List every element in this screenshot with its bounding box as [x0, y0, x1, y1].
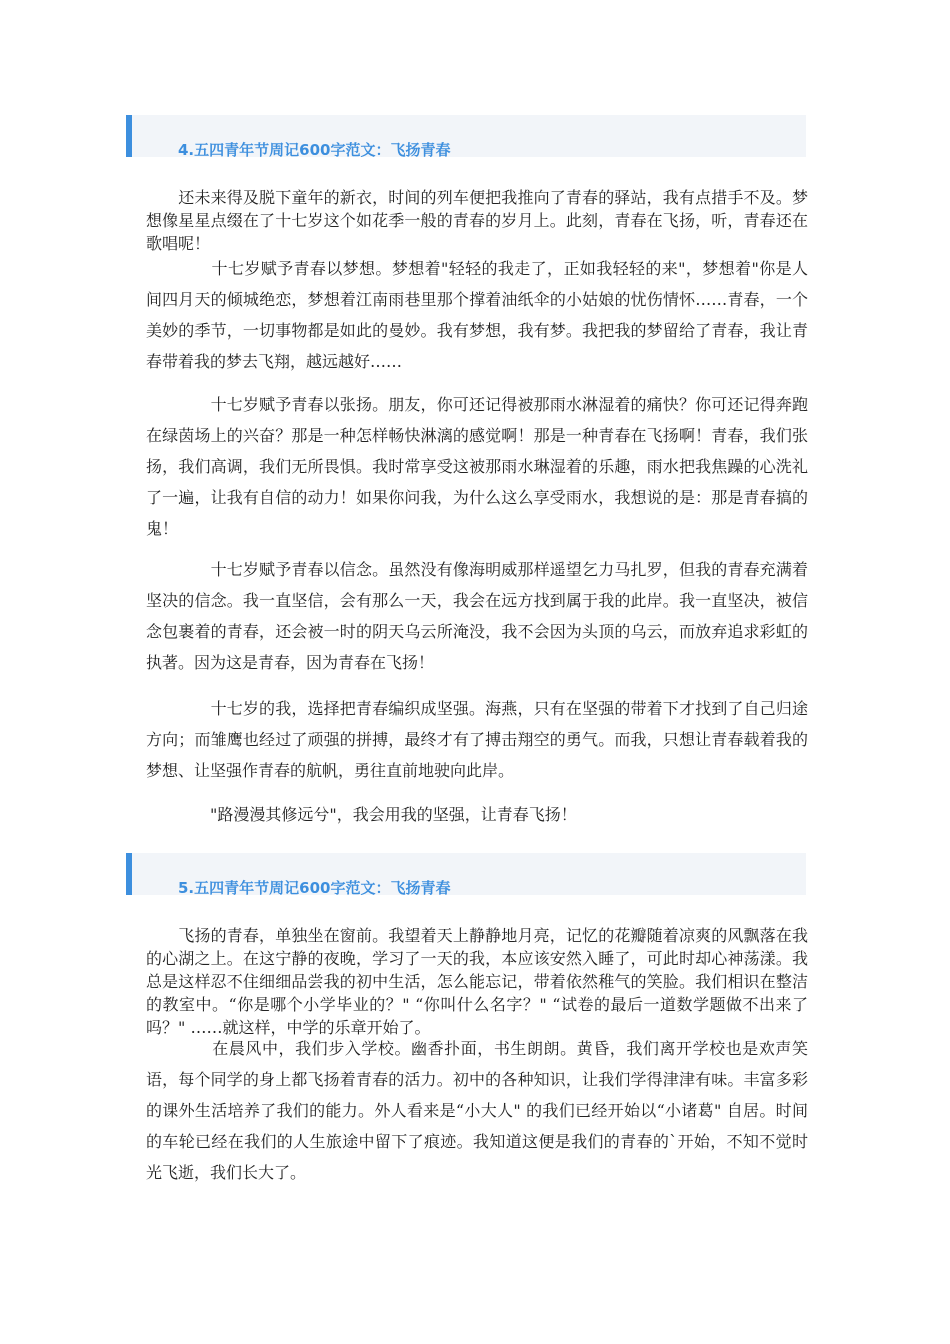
section-4-paragraph-5: 十七岁的我，选择把青春编织成坚强。海燕，只有在坚强的带着下才找到了自己归途方向；而雏鹰也经过了顽强的拼搏，最终才有了搏击翔空的勇气。而我，只想让青春载着我的梦想、让坚强作青春的航帆，勇往直前地驶向此岸。 — [146, 699, 808, 780]
section-4-title: 4.五四青年节周记600字范文：飞扬青春 — [178, 141, 451, 159]
section-5-title: 5.五四青年节周记600字范文：飞扬青春 — [178, 879, 451, 897]
section-5-paragraph-2: 在晨风中，我们步入学校。幽香扑面，书生朗朗。黄昏，我们离开学校也是欢声笑语，每个同学的身上都飞扬着青春的活力。初中的各种知识，让我们学得津津有味。丰富多彩的课外生活培养了我们的能力。外人看来是“小大人" 的我们已经开始以“小诸葛" 自居。时间的车轮已经在我们的人生旅途中留下了痕迹。我知道这便是我们的青春的`开始，不知不觉时光飞逝，我们长大了。 — [146, 1039, 808, 1182]
section-5-paragraph-1: 飞扬的青春，单独坐在窗前。我望着天上静静地月亮，记忆的花瓣随着凉爽的风飘落在我的心湖之上。在这宁静的夜晚，学习了一天的我，本应该安然入睡了，可此时却心神荡漾。我总是这样忍不住细细品尝我的初中生活，怎么能忘记，带着依然稚气的笑脸。我们相识在整洁的教室中。“你是哪个小学毕业的？" “你叫什么名字？" “试卷的最后一道数学题做不出来了吗？" ……就这样，中学的乐章开始了。 — [146, 926, 808, 1037]
section-4-paragraph-4: 十七岁赋予青春以信念。虽然没有像海明威那样遥望乞力马扎罗，但我的青春充满着坚决的信念。我一直坚信，会有那么一天，我会在远方找到属于我的此岸。我一直坚决，被信念包裹着的青春，还会被一时的阴天乌云所淹没，我不会因为头顶的乌云，而放弃追求彩虹的执著。因为这是青春，因为青春在飞扬！ — [146, 560, 808, 672]
section-4-paragraph-2: 十七岁赋予青春以梦想。梦想着"轻轻的我走了，正如我轻轻的来"，梦想着"你是人间四月天的倾城绝恋，梦想着江南雨巷里那个撑着油纸伞的小姑娘的忧伤情怀……青春，一个美妙的季节，一切事物都是如此的曼妙。我有梦想，我有梦。我把我的梦留给了青春，我让青春带着我的梦去飞翔，越远越好…… — [146, 259, 808, 371]
section-4-paragraph-1: 还未来得及脱下童年的新衣，时间的列车便把我推向了青春的驿站，我有点措手不及。梦想像星星点缀在了十七岁这个如花季一般的青春的岁月上。此刻，青春在飞扬，听，青春还在歌唱呢！ — [146, 188, 808, 253]
section-accent-bar — [126, 115, 132, 157]
section-accent-bar — [126, 853, 132, 895]
section-5-header — [126, 853, 806, 895]
section-4-paragraph-3: 十七岁赋予青春以张扬。朋友，你可还记得被那雨水淋湿着的痛快？你可还记得奔跑在绿茵场上的兴奋？那是一种怎样畅快淋漓的感觉啊！那是一种青春在飞扬啊！青春，我们张扬，我们高调，我们无所畏惧。我时常享受这被那雨水琳湿着的乐趣，雨水把我焦躁的心洗礼了一遍，让我有自信的动力！如果你问我，为什么这么享受雨水，我想说的是：那是青春搞的鬼！ — [146, 395, 808, 538]
section-4-paragraph-6: "路漫漫其修远兮"，我会用我的坚强，让青春飞扬！ — [146, 805, 577, 824]
section-4-header — [126, 115, 806, 157]
